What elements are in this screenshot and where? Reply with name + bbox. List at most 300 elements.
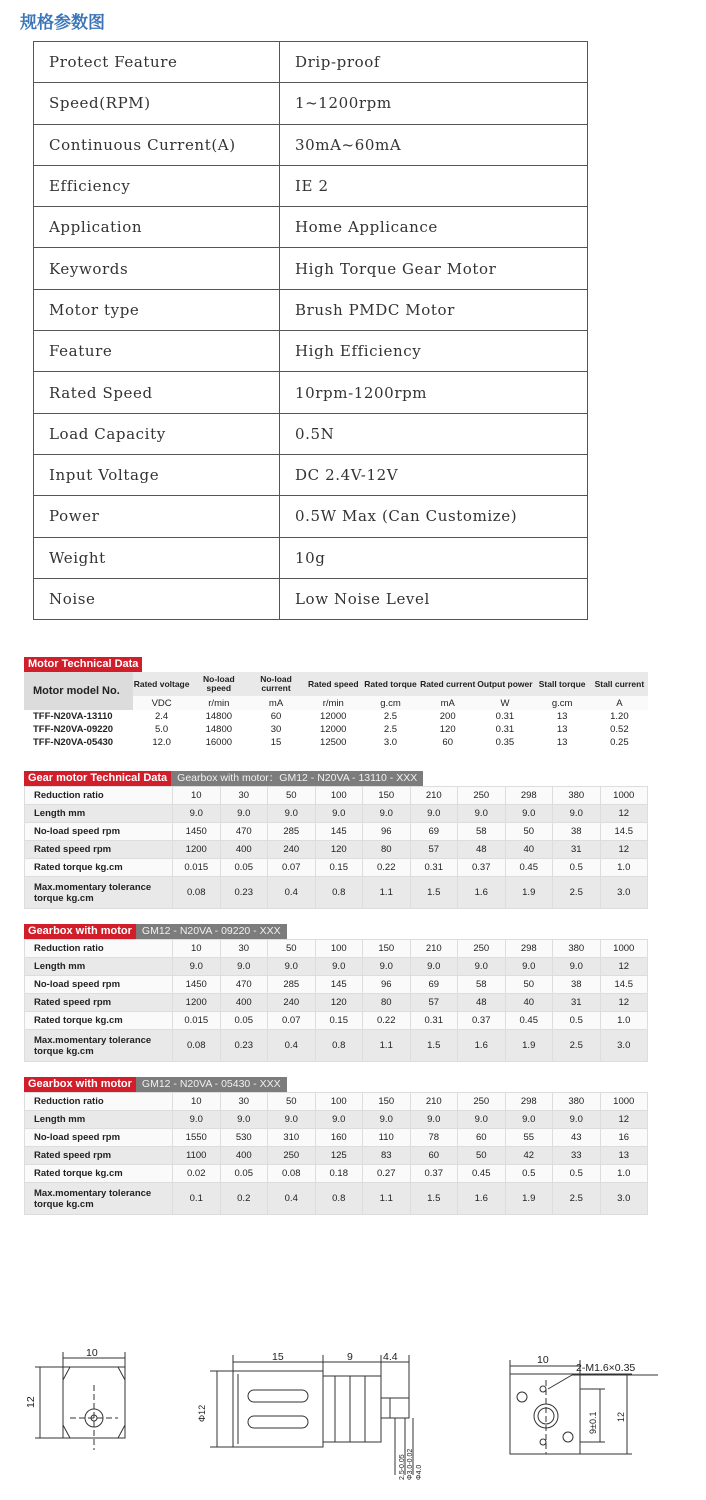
- value-cell: 0.07: [268, 859, 316, 877]
- value-cell: 250: [458, 787, 506, 805]
- spec-key: Weight: [34, 537, 280, 578]
- value-cell: 150: [363, 1093, 411, 1111]
- value-cell: 0.18: [315, 1165, 363, 1183]
- gear-row: [25, 1012, 648, 1030]
- value-cell: 310: [268, 1129, 316, 1147]
- value-cell: 96: [363, 823, 411, 841]
- value-cell: 1000: [600, 787, 648, 805]
- model-number: TFF-N20VA-09220: [24, 723, 133, 736]
- gear-row: [25, 877, 648, 909]
- spec-key: Motor type: [34, 289, 280, 330]
- column-header: Rated speed: [305, 672, 362, 696]
- left-width-label: 10: [86, 1347, 98, 1359]
- value-cell: 0.8: [315, 1183, 363, 1215]
- value-cell: 50: [268, 1093, 316, 1111]
- spec-row: [34, 42, 588, 83]
- value-cell: 80: [363, 841, 411, 859]
- gear-table: [24, 939, 648, 1062]
- unit-cell: mA: [247, 696, 304, 710]
- value-cell: 0.07: [268, 1012, 316, 1030]
- gear-table: [24, 786, 648, 909]
- value-cell: 38: [553, 823, 601, 841]
- value-cell: 12.0: [133, 736, 190, 749]
- value-cell: 50: [268, 787, 316, 805]
- value-cell: 210: [410, 1093, 458, 1111]
- value-cell: 50: [458, 1147, 506, 1165]
- value-cell: 1000: [600, 1093, 648, 1111]
- gear-table-2: [24, 924, 648, 1062]
- section-title: Motor Technical Data: [24, 657, 142, 672]
- value-cell: 145: [315, 823, 363, 841]
- motor-table: [24, 672, 648, 749]
- spec-value: Drip-proof: [280, 42, 588, 83]
- value-cell: 0.25: [591, 736, 648, 749]
- value-cell: 12: [600, 841, 648, 859]
- row-label: Rated torque kg.cm: [25, 859, 173, 877]
- gear-row: [25, 1111, 648, 1129]
- unit-cell: VDC: [133, 696, 190, 710]
- row-label: No-load speed rpm: [25, 823, 173, 841]
- spec-key: Continuous Current(A): [34, 124, 280, 165]
- value-cell: 120: [315, 994, 363, 1012]
- shaft-a-label: 2.5-0.05: [399, 1454, 406, 1480]
- spec-row: [34, 537, 588, 578]
- value-cell: 0.4: [268, 1030, 316, 1062]
- value-cell: 12: [600, 1111, 648, 1129]
- value-cell: 200: [419, 710, 476, 723]
- value-cell: 15: [247, 736, 304, 749]
- value-cell: 380: [553, 787, 601, 805]
- value-cell: 0.31: [476, 710, 533, 723]
- value-cell: 400: [220, 994, 268, 1012]
- value-cell: 9.0: [268, 805, 316, 823]
- value-cell: 16000: [190, 736, 247, 749]
- value-cell: 9.0: [268, 958, 316, 976]
- motor-row: [24, 723, 648, 736]
- value-cell: 31: [553, 994, 601, 1012]
- value-cell: 2.5: [553, 877, 601, 909]
- value-cell: 1.0: [600, 1165, 648, 1183]
- spec-value: 10rpm-1200rpm: [280, 372, 588, 413]
- spec-row: [34, 413, 588, 454]
- spec-row: [34, 165, 588, 206]
- value-cell: 12: [600, 958, 648, 976]
- value-cell: 400: [220, 841, 268, 859]
- section-subtitle: Gearbox with motor：GM12 - N20VA - 13110 - XXX: [171, 771, 423, 786]
- spec-key: Speed(RPM): [34, 83, 280, 124]
- value-cell: 2.4: [133, 710, 190, 723]
- column-header: Rated current: [419, 672, 476, 696]
- value-cell: 9.0: [315, 958, 363, 976]
- value-cell: 150: [363, 787, 411, 805]
- value-cell: 0.35: [476, 736, 533, 749]
- gear-row: [25, 1093, 648, 1111]
- spec-value: 0.5N: [280, 413, 588, 454]
- gear-row: [25, 841, 648, 859]
- value-cell: 2.5: [553, 1183, 601, 1215]
- value-cell: 240: [268, 994, 316, 1012]
- row-label: Rated speed rpm: [25, 841, 173, 859]
- value-cell: 96: [363, 976, 411, 994]
- value-cell: 0.1: [173, 1183, 221, 1215]
- value-cell: 0.4: [268, 877, 316, 909]
- value-cell: 250: [268, 1147, 316, 1165]
- value-cell: 3.0: [600, 1183, 648, 1215]
- unit-cell: W: [476, 696, 533, 710]
- value-cell: 58: [458, 976, 506, 994]
- value-cell: 12000: [305, 710, 362, 723]
- model-label: Motor model No.: [24, 672, 133, 710]
- unit-cell: r/min: [190, 696, 247, 710]
- value-cell: 470: [220, 976, 268, 994]
- value-cell: 0.45: [505, 859, 553, 877]
- value-cell: 125: [315, 1147, 363, 1165]
- unit-cell: A: [591, 696, 648, 710]
- value-cell: 55: [505, 1129, 553, 1147]
- section-title: Gear motor Technical Data: [24, 771, 171, 786]
- value-cell: 0.015: [173, 1012, 221, 1030]
- value-cell: 298: [505, 1093, 553, 1111]
- value-cell: 9.0: [220, 1111, 268, 1129]
- value-cell: 1.0: [600, 1012, 648, 1030]
- spec-table: [33, 41, 588, 620]
- value-cell: 1450: [173, 976, 221, 994]
- value-cell: 2.5: [553, 1030, 601, 1062]
- value-cell: 13: [534, 736, 591, 749]
- value-cell: 31: [553, 841, 601, 859]
- value-cell: 250: [458, 1093, 506, 1111]
- value-cell: 240: [268, 841, 316, 859]
- value-cell: 160: [315, 1129, 363, 1147]
- value-cell: 50: [505, 976, 553, 994]
- row-label: Max.momentary tolerance torque kg.cm: [25, 1030, 173, 1062]
- spec-row: [34, 454, 588, 495]
- value-cell: 0.5: [505, 1165, 553, 1183]
- value-cell: 0.22: [363, 1012, 411, 1030]
- value-cell: 9.0: [410, 805, 458, 823]
- value-cell: 9.0: [363, 1111, 411, 1129]
- holes-label: 2-M1.6×0.35: [576, 1362, 636, 1374]
- value-cell: 145: [315, 976, 363, 994]
- value-cell: 13: [600, 1147, 648, 1165]
- gear-row: [25, 958, 648, 976]
- value-cell: 57: [410, 994, 458, 1012]
- value-cell: 12000: [305, 723, 362, 736]
- unit-cell: g.cm: [534, 696, 591, 710]
- gear-row: [25, 1165, 648, 1183]
- row-label: Rated speed rpm: [25, 994, 173, 1012]
- value-cell: 0.08: [268, 1165, 316, 1183]
- column-header: Stall current: [591, 672, 648, 696]
- spec-value: Low Noise Level: [280, 578, 588, 619]
- value-cell: 1.9: [505, 1030, 553, 1062]
- value-cell: 48: [458, 994, 506, 1012]
- value-cell: 12: [600, 805, 648, 823]
- gear-table-3: [24, 1077, 648, 1215]
- value-cell: 0.31: [410, 1012, 458, 1030]
- value-cell: 9.0: [458, 958, 506, 976]
- value-cell: 60: [410, 1147, 458, 1165]
- side-view-middle: [210, 1355, 413, 1475]
- value-cell: 0.4: [268, 1183, 316, 1215]
- gear-row: [25, 1129, 648, 1147]
- spec-row: [34, 207, 588, 248]
- value-cell: 3.0: [600, 1030, 648, 1062]
- section-title: Gearbox with motor: [24, 924, 136, 939]
- value-cell: 0.31: [476, 723, 533, 736]
- spec-key: Load Capacity: [34, 413, 280, 454]
- value-cell: 9.0: [553, 958, 601, 976]
- column-header: Output power: [476, 672, 533, 696]
- value-cell: 9.0: [505, 1111, 553, 1129]
- value-cell: 5.0: [133, 723, 190, 736]
- value-cell: 10: [173, 940, 221, 958]
- spec-row: [34, 331, 588, 372]
- right-width-label: 10: [537, 1354, 549, 1366]
- value-cell: 58: [458, 823, 506, 841]
- value-cell: 3.0: [600, 877, 648, 909]
- value-cell: 0.8: [315, 1030, 363, 1062]
- value-cell: 10: [173, 1093, 221, 1111]
- value-cell: 0.23: [220, 1030, 268, 1062]
- value-cell: 9.0: [410, 1111, 458, 1129]
- column-header: No-load speed: [190, 672, 247, 696]
- value-cell: 285: [268, 823, 316, 841]
- spec-key: Application: [34, 207, 280, 248]
- row-label: Length mm: [25, 958, 173, 976]
- spec-key: Protect Feature: [34, 42, 280, 83]
- value-cell: 1200: [173, 841, 221, 859]
- value-cell: 0.45: [505, 1012, 553, 1030]
- value-cell: 110: [363, 1129, 411, 1147]
- value-cell: 100: [315, 1093, 363, 1111]
- value-cell: 40: [505, 994, 553, 1012]
- value-cell: 1.1: [363, 1030, 411, 1062]
- model-number: TFF-N20VA-05430: [24, 736, 133, 749]
- value-cell: 50: [505, 823, 553, 841]
- gear-table-1: [24, 771, 648, 909]
- model-number: TFF-N20VA-13110: [24, 710, 133, 723]
- value-cell: 0.15: [315, 1012, 363, 1030]
- value-cell: 0.31: [410, 859, 458, 877]
- spec-key: Rated Speed: [34, 372, 280, 413]
- gear-row: [25, 787, 648, 805]
- value-cell: 1.5: [410, 1030, 458, 1062]
- value-cell: 60: [247, 710, 304, 723]
- value-cell: 9.0: [458, 805, 506, 823]
- spec-value: Home Applicance: [280, 207, 588, 248]
- value-cell: 30: [247, 723, 304, 736]
- body-dia-label: Φ12: [197, 1404, 207, 1422]
- section-subtitle: GM12 - N20VA - 09220 - XXX: [136, 924, 287, 939]
- value-cell: 0.15: [315, 859, 363, 877]
- value-cell: 150: [363, 940, 411, 958]
- gear-row: [25, 823, 648, 841]
- spec-value: High Efficiency: [280, 331, 588, 372]
- value-cell: 0.08: [173, 877, 221, 909]
- value-cell: 0.37: [410, 1165, 458, 1183]
- value-cell: 1.20: [591, 710, 648, 723]
- value-cell: 50: [268, 940, 316, 958]
- value-cell: 30: [220, 940, 268, 958]
- gear-row: [25, 940, 648, 958]
- hole-span-label: 9±0.1: [588, 1411, 598, 1434]
- spec-row: [34, 289, 588, 330]
- motor-row: [24, 736, 648, 749]
- value-cell: 1.5: [410, 877, 458, 909]
- value-cell: 9.0: [363, 958, 411, 976]
- value-cell: 1.1: [363, 877, 411, 909]
- value-cell: 9.0: [173, 1111, 221, 1129]
- value-cell: 0.2: [220, 1183, 268, 1215]
- value-cell: 250: [458, 940, 506, 958]
- spec-row: [34, 248, 588, 289]
- page-title: 规格参数图: [20, 13, 105, 33]
- spec-key: Noise: [34, 578, 280, 619]
- value-cell: 9.0: [315, 1111, 363, 1129]
- value-cell: 0.5: [553, 859, 601, 877]
- value-cell: 30: [220, 1093, 268, 1111]
- value-cell: 80: [363, 994, 411, 1012]
- gear-row: [25, 994, 648, 1012]
- value-cell: 100: [315, 787, 363, 805]
- gear-row: [25, 1030, 648, 1062]
- value-cell: 9.0: [458, 1111, 506, 1129]
- value-cell: 1000: [600, 940, 648, 958]
- column-header: Rated torque: [362, 672, 419, 696]
- dimension-drawings: [0, 1330, 706, 1500]
- value-cell: 0.22: [363, 859, 411, 877]
- value-cell: 2.5: [362, 710, 419, 723]
- gear-row: [25, 1183, 648, 1215]
- column-header: No-load current: [247, 672, 304, 696]
- value-cell: 9.0: [173, 805, 221, 823]
- value-cell: 1100: [173, 1147, 221, 1165]
- value-cell: 9.0: [220, 958, 268, 976]
- value-cell: 0.05: [220, 859, 268, 877]
- front-view-left: [35, 1352, 125, 1450]
- value-cell: 0.015: [173, 859, 221, 877]
- unit-cell: g.cm: [362, 696, 419, 710]
- value-cell: 69: [410, 823, 458, 841]
- spec-value: Brush PMDC Motor: [280, 289, 588, 330]
- value-cell: 120: [419, 723, 476, 736]
- row-label: Reduction ratio: [25, 787, 173, 805]
- spec-row: [34, 496, 588, 537]
- value-cell: 530: [220, 1129, 268, 1147]
- value-cell: 1.5: [410, 1183, 458, 1215]
- gear-row: [25, 859, 648, 877]
- gear-row: [25, 976, 648, 994]
- value-cell: 12500: [305, 736, 362, 749]
- value-cell: 48: [458, 841, 506, 859]
- row-label: Reduction ratio: [25, 1093, 173, 1111]
- spec-value: DC 2.4V-12V: [280, 454, 588, 495]
- unit-cell: mA: [419, 696, 476, 710]
- value-cell: 380: [553, 1093, 601, 1111]
- spec-key: Keywords: [34, 248, 280, 289]
- spec-key: Feature: [34, 331, 280, 372]
- row-label: No-load speed rpm: [25, 976, 173, 994]
- value-cell: 1.6: [458, 877, 506, 909]
- value-cell: 0.45: [458, 1165, 506, 1183]
- row-label: Max.momentary tolerance torque kg.cm: [25, 1183, 173, 1215]
- value-cell: 69: [410, 976, 458, 994]
- value-cell: 298: [505, 787, 553, 805]
- value-cell: 9.0: [315, 805, 363, 823]
- value-cell: 14.5: [600, 976, 648, 994]
- spec-value: IE 2: [280, 165, 588, 206]
- value-cell: 12: [600, 994, 648, 1012]
- spec-key: Power: [34, 496, 280, 537]
- value-cell: 13: [534, 710, 591, 723]
- value-cell: 16: [600, 1129, 648, 1147]
- value-cell: 9.0: [410, 958, 458, 976]
- column-header: Rated voltage: [133, 672, 190, 696]
- len2-label: 9: [347, 1351, 353, 1363]
- gear-row: [25, 805, 648, 823]
- motor-row: [24, 710, 648, 723]
- value-cell: 33: [553, 1147, 601, 1165]
- spec-row: [34, 124, 588, 165]
- value-cell: 10: [173, 787, 221, 805]
- value-cell: 40: [505, 841, 553, 859]
- value-cell: 78: [410, 1129, 458, 1147]
- row-label: Length mm: [25, 1111, 173, 1129]
- value-cell: 83: [363, 1147, 411, 1165]
- value-cell: 1.1: [363, 1183, 411, 1215]
- value-cell: 30: [220, 787, 268, 805]
- gear-row: [25, 1147, 648, 1165]
- spec-row: [34, 372, 588, 413]
- value-cell: 100: [315, 940, 363, 958]
- value-cell: 0.05: [220, 1012, 268, 1030]
- value-cell: 0.05: [220, 1165, 268, 1183]
- value-cell: 42: [505, 1147, 553, 1165]
- value-cell: 1450: [173, 823, 221, 841]
- shaft-c-label: Φ4.0: [416, 1464, 423, 1480]
- value-cell: 0.08: [173, 1030, 221, 1062]
- spec-value: High Torque Gear Motor: [280, 248, 588, 289]
- spec-value: 1~1200rpm: [280, 83, 588, 124]
- right-height-label: 12: [616, 1411, 626, 1422]
- value-cell: 9.0: [505, 805, 553, 823]
- row-label: Max.momentary tolerance torque kg.cm: [25, 877, 173, 909]
- value-cell: 14800: [190, 723, 247, 736]
- value-cell: 1200: [173, 994, 221, 1012]
- value-cell: 470: [220, 823, 268, 841]
- value-cell: 210: [410, 940, 458, 958]
- row-label: Rated speed rpm: [25, 1147, 173, 1165]
- value-cell: 0.8: [315, 877, 363, 909]
- value-cell: 380: [553, 940, 601, 958]
- spec-value: 10g: [280, 537, 588, 578]
- spec-row: [34, 578, 588, 619]
- section-title: Gearbox with motor: [24, 1077, 136, 1092]
- value-cell: 298: [505, 940, 553, 958]
- value-cell: 3.0: [362, 736, 419, 749]
- section-subtitle: GM12 - N20VA - 05430 - XXX: [136, 1077, 287, 1092]
- value-cell: 9.0: [268, 1111, 316, 1129]
- value-cell: 38: [553, 976, 601, 994]
- spec-key: Input Voltage: [34, 454, 280, 495]
- len1-label: 15: [272, 1351, 284, 1363]
- value-cell: 120: [315, 841, 363, 859]
- value-cell: 9.0: [220, 805, 268, 823]
- column-header: Stall torque: [534, 672, 591, 696]
- shaft-b-label: Φ3.0-0.02: [407, 1448, 414, 1480]
- value-cell: 1.9: [505, 877, 553, 909]
